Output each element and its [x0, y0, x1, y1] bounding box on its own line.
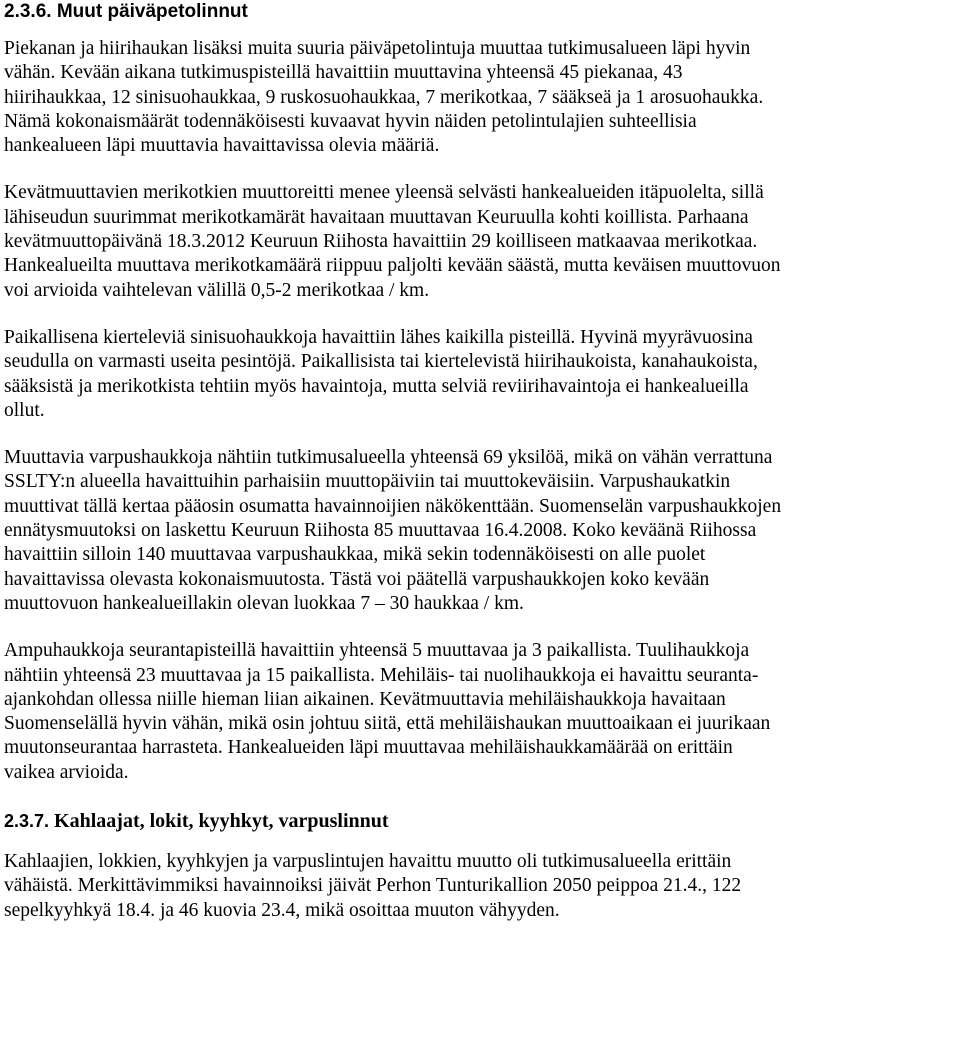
text-line: Suomenselällä hyvin vähän, mikä osin johtuu siitä, että mehiläishaukan muuttoaikaan ei juurikaan	[4, 713, 771, 735]
text-line: vähän. Kevään aikana tutkimuspisteillä havaittiin muuttavina yhteensä 45 piekanaa, 43	[4, 62, 683, 84]
text-line: Kevätmuuttavien merikotkien muuttoreitti menee yleensä selvästi hankealueiden itäpuolelta, sillä	[4, 182, 764, 204]
text-line: ajankohdan ollessa niille hieman liian aikainen. Kevätmuuttavia mehiläishaukkoja havaitaan	[4, 688, 726, 710]
text-line: seudulla on varmasti useita pesintöjä. Paikallisista tai kiertelevistä hiirihaukoista, kanahaukoista,	[4, 351, 758, 373]
text-line: vähäistä. Merkittävimmiksi havainnoiksi jäivät Perhon Tunturikallion 2050 peippoa 21.4., 122	[4, 875, 742, 897]
section-heading-2-3-6: 2.3.6. Muut päiväpetolinnut	[4, 1, 248, 22]
text-line: havaittiin silloin 140 muuttavaa varpushaukkaa, mikä sekin todennäköisesti on alle puolet	[4, 544, 706, 566]
text-line: kevätmuuttopäivänä 18.3.2012 Keuruun Riihosta havaittiin 29 koilliseen matkaavaa merikotkaa.	[4, 231, 758, 253]
text-line: Ampuhaukkoja seurantapisteillä havaittiin yhteensä 5 muuttavaa ja 3 paikallista. Tuulihaukkoja	[4, 640, 750, 662]
text-line: muuttovuon hankealueillakin olevan luokkaa 7 – 30 haukkaa / km.	[4, 592, 524, 614]
text-line: hiirihaukkaa, 12 sinisuohaukkaa, 9 ruskosuohaukkaa, 7 merikotkaa, 7 sääkseä ja 1 arosuohaukka.	[4, 86, 764, 108]
paragraph-petolinnut-totals	[4, 37, 954, 158]
text-line: ennätysmuutoksi on laskettu Keuruun Riihosta 85 muuttavaa 16.4.2008. Koko keväänä Riihossa	[4, 520, 757, 542]
paragraph-local-raptors	[4, 326, 954, 423]
text-line: hankealueen läpi muuttavia havaittavissa olevia määriä.	[4, 135, 440, 157]
text-line: Piekanan ja hiirihaukan lisäksi muita suuria päiväpetolintuja muuttaa tutkimusalueen läpi hyvin	[4, 38, 751, 59]
paragraph-varpushaukka	[4, 446, 954, 616]
text-line: Hankealueilta muuttava merikotkamäärä riippuu paljolti kevään säästä, mutta keväisen muuttovuon	[4, 255, 781, 277]
text-line: Muuttavia varpushaukkoja nähtiin tutkimusalueella yhteensä 69 yksilöä, mikä on vähän verrattuna	[4, 447, 773, 469]
text-line: lähiseudun suurimmat merikotkamärät havaitaan muuttavan Keuruulla kohti koillista. Parhaana	[4, 206, 749, 228]
text-line: vaikea arvioida.	[4, 761, 129, 783]
text-line: voi arvioida vaihtelevan välillä 0,5-2 merikotkaa / km.	[4, 279, 430, 301]
text-line: havaittavissa olevasta kokonaismuutosta. Tästä voi päätellä varpushaukkojen koko kevään	[4, 568, 710, 590]
document-page	[4, 0, 954, 923]
text-line: Nämä kokonaismäärät todennäköisesti kuvaavat hyvin näiden petolintulajien suhteellisia	[4, 110, 697, 132]
text-line: Kahlaajien, lokkien, kyyhkyjen ja varpuslintujen havaittu muutto oli tutkimusalueella erittäin	[4, 851, 732, 873]
paragraph-ampuhaukka-tuulihaukka	[4, 639, 954, 785]
text-line: SSLTY:n alueella havaittuihin parhaisiin muuttopäiviin tai muuttokeväisiin. Varpushaukatkin	[4, 471, 731, 493]
text-line: muutonseurantaa harrasteta. Hankealueiden läpi muuttavaa mehiläishaukkamäärää on erittäin	[4, 737, 733, 759]
text-line: muuttivat tällä kertaa pääosin osumatta havainnoijien näkökenttään. Suomenselän varpushaukkojen	[4, 495, 782, 517]
paragraph-kahlaajat	[4, 850, 954, 923]
text-line: sääksistä ja merikotkista tehtiin myös havaintoja, mutta selviä reviirihavaintoja ei hankealueilla	[4, 375, 749, 397]
section-number: 2.3.7.	[4, 811, 50, 832]
text-line: Paikallisena kierteleviä sinisuohaukkoja havaittiin lähes kaikilla pisteillä. Hyvinä myyrävuosina	[4, 326, 753, 348]
text-line: nähtiin yhteensä 23 muuttavaa ja 15 paikallista. Mehiläis- tai nuolihaukkoja ei havaittu seuranta-	[4, 664, 759, 686]
section-title: Kahlaajat, lokit, kyyhkyt, varpuslinnut	[54, 810, 389, 833]
section-heading-2-3-7	[4, 808, 954, 834]
text-line: sepelkyyhkyä 18.4. ja 46 kuovia 23.4, mikä osoittaa muuton vähyyden.	[4, 899, 560, 921]
paragraph-merikotka-route	[4, 181, 954, 302]
text-line: ollut.	[4, 399, 45, 421]
